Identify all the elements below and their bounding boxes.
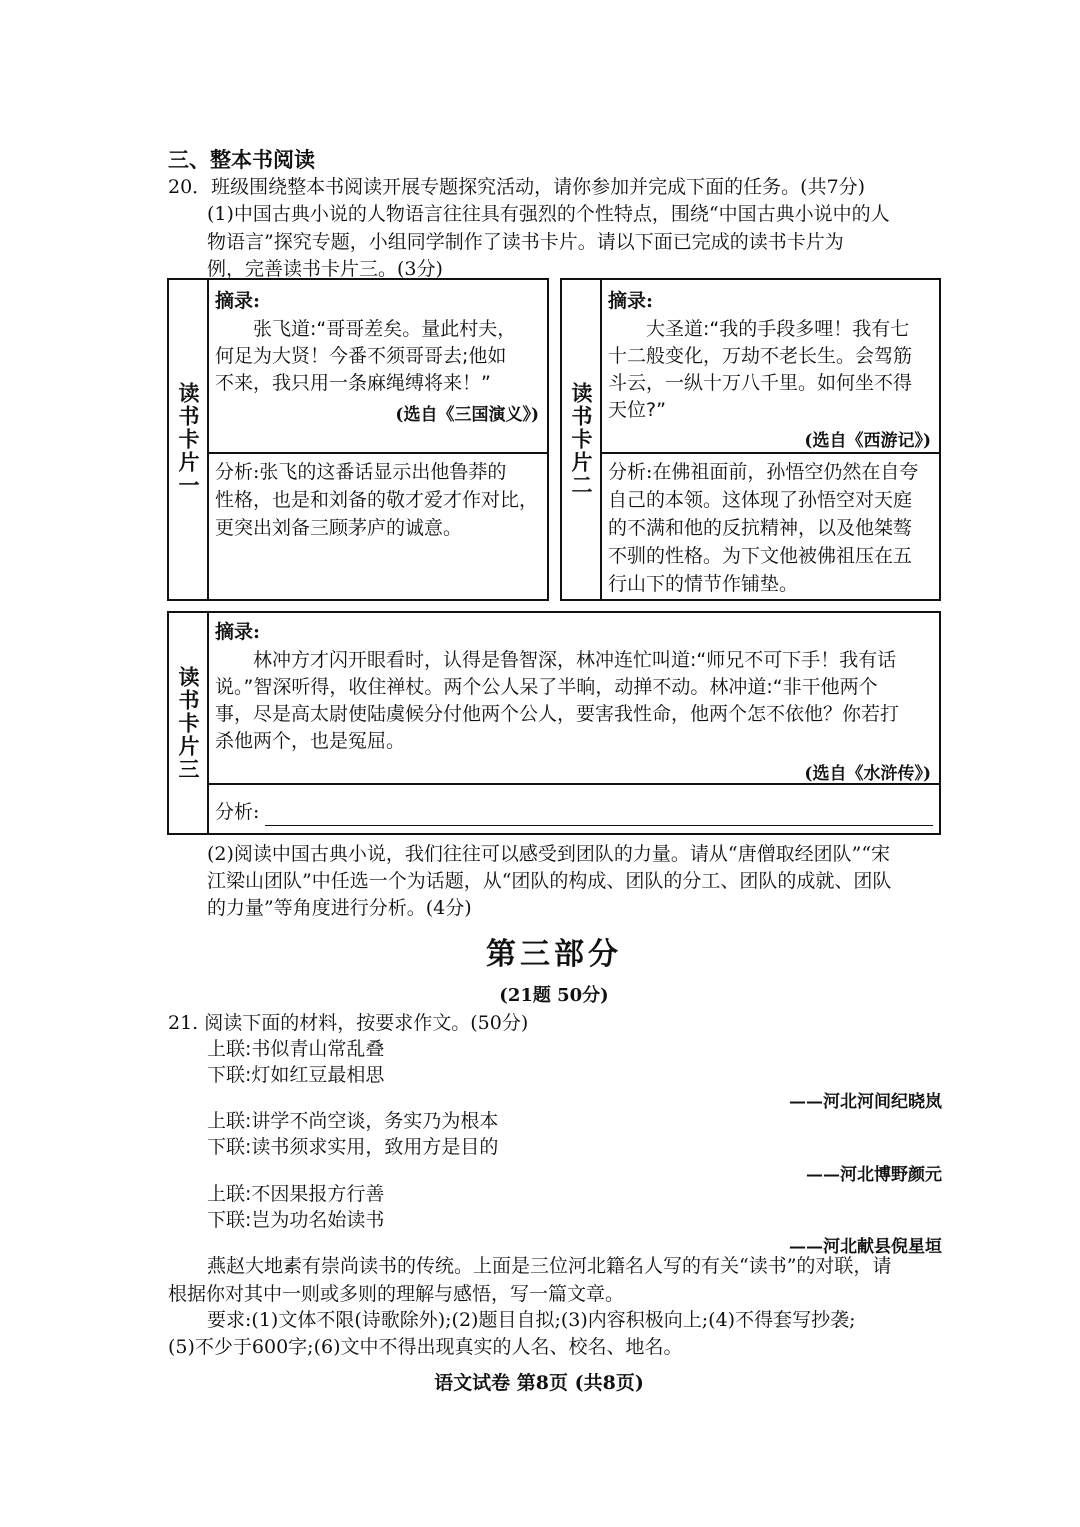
q20-part1-line: 物语言”探究专题，小组同学制作了读书卡片。请以下面已完成的读书卡片为 <box>207 231 844 253</box>
analysis-line: 性格，也是和刘备的敬才爱才作对比， <box>215 489 539 511</box>
card-label: 读书卡片三 <box>169 613 209 833</box>
excerpt-line: 天位?” <box>608 399 666 421</box>
excerpt-line: 事，尽是高太尉使陆虞候分付他两个公人，要害我性命，他两个怎不依他？你若打 <box>215 703 900 725</box>
couplet-lower: 下联:岂为功名始读书 <box>207 1209 385 1231</box>
reading-card-3 <box>167 611 941 835</box>
excerpt-line: 杀他两个，也是冤屈。 <box>215 730 406 752</box>
part3-subtitle: (21题 50分) <box>499 985 609 1006</box>
excerpt-line: 张飞道:“哥哥差矣。量此村夫， <box>253 318 517 340</box>
analysis-line: 的不满和他的反抗精神，以及他桀骜 <box>608 517 913 539</box>
material-line: 根据你对其中一则或多则的理解与感悟，写一篇文章。 <box>168 1283 625 1305</box>
excerpt-label: 摘录: <box>215 621 261 643</box>
excerpt-label: 摘录: <box>215 290 261 312</box>
reading-card-2 <box>560 278 941 601</box>
excerpt-line: 何足为大贤！今番不须哥哥去;他如 <box>215 345 507 367</box>
card-divider <box>209 783 939 785</box>
excerpt-line: 林冲方才闪开眼看时，认得是鲁智深，林冲连忙叫道:“师兄不可下手！我有话 <box>253 649 897 671</box>
excerpt-line: 十二般变化，万劫不老长生。会驾筋 <box>608 345 913 367</box>
couplet-upper: 上联:书似青山常乱叠 <box>207 1038 385 1060</box>
analysis-line: 自己的本领。这体现了孙悟空对天庭 <box>608 489 913 511</box>
analysis-line: 行山下的情节作铺垫。 <box>608 573 799 595</box>
reading-card-1 <box>167 278 549 601</box>
analysis-line: 不驯的性格。为下文他被佛祖压在五 <box>608 545 913 567</box>
card-divider <box>602 452 939 454</box>
card-label: 读书卡片一 <box>169 280 209 599</box>
q21-stem: 21. 阅读下面的材料，按要求作文。(50分) <box>168 1012 529 1034</box>
part3-title: 第三部分 <box>486 937 622 972</box>
answer-line[interactable] <box>265 825 933 826</box>
card-divider <box>209 452 547 454</box>
q20-part2-line: 的力量”等角度进行分析。(4分) <box>207 897 472 919</box>
excerpt-line: 斗云，一纵十万八千里。如何坐不得 <box>608 372 913 394</box>
requirement-line: (5)不少于600字;(6)文中不得出现真实的人名、校名、地名。 <box>168 1336 683 1358</box>
couplet-author: ——河北博野颜元 <box>806 1165 942 1185</box>
q20-part2-line: 江梁山团队”中任选一个为话题，从“团队的构成、团队的分工、团队的成就、团队 <box>207 870 892 892</box>
q20-part1-line: 例，完善读书卡片三。(3分) <box>207 258 443 280</box>
couplet-lower: 下联:灯如红豆最相思 <box>207 1064 385 1086</box>
excerpt-source: (选自《西游记》) <box>804 431 931 451</box>
analysis-line: 分析:张飞的这番话显示出他鲁莽的 <box>215 461 507 483</box>
analysis-label: 分析: <box>215 801 260 823</box>
section-title: 三、整本书阅读 <box>168 147 315 172</box>
excerpt-line: 大圣道:“我的手段多哩！我有七 <box>646 318 910 340</box>
material-line: 燕赵大地素有崇尚读书的传统。上面是三位河北籍名人写的有关“读书”的对联，请 <box>207 1255 892 1277</box>
page-footer: 语文试卷 第8页 (共8页) <box>434 1372 644 1394</box>
excerpt-source: (选自《水浒传》) <box>804 764 931 784</box>
analysis-line: 更突出刘备三顾茅庐的诚意。 <box>215 517 463 539</box>
couplet-upper: 上联:不因果报方行善 <box>207 1183 385 1205</box>
excerpt-line: 不来，我只用一条麻绳缚将来！” <box>215 372 491 394</box>
couplet-upper: 上联:讲学不尚空谈，务实乃为根本 <box>207 1110 499 1132</box>
card-label: 读书卡片二 <box>562 280 602 599</box>
q20-stem: 20．班级围绕整本书阅读开展专题探究活动，请你参加并完成下面的任务。(共7分) <box>168 176 866 198</box>
couplet-lower: 下联:读书须求实用，致用方是目的 <box>207 1136 499 1158</box>
excerpt-label: 摘录: <box>608 290 654 312</box>
q20-part1-line: (1)中国古典小说的人物语言往往具有强烈的个性特点，围绕“中国古典小说中的人 <box>207 203 890 225</box>
couplet-author: ——河北河间纪晓岚 <box>789 1092 942 1112</box>
analysis-line: 分析:在佛祖面前，孙悟空仍然在自夸 <box>608 461 919 483</box>
requirement-line: 要求:(1)文体不限(诗歌除外);(2)题目自拟;(3)内容积极向上;(4)不得套写抄袭; <box>207 1309 856 1331</box>
excerpt-line: 说。”智深听得，收住禅杖。两个公人呆了半晌，动掸不动。林冲道:“非干他两个 <box>215 676 878 698</box>
couplet-author: ——河北献县倪星垣 <box>789 1237 942 1257</box>
excerpt-source: (选自《三国演义》) <box>395 405 539 425</box>
q20-part2-line: (2)阅读中国古典小说，我们往往可以感受到团队的力量。请从“唐僧取经团队”“宋 <box>207 843 891 865</box>
